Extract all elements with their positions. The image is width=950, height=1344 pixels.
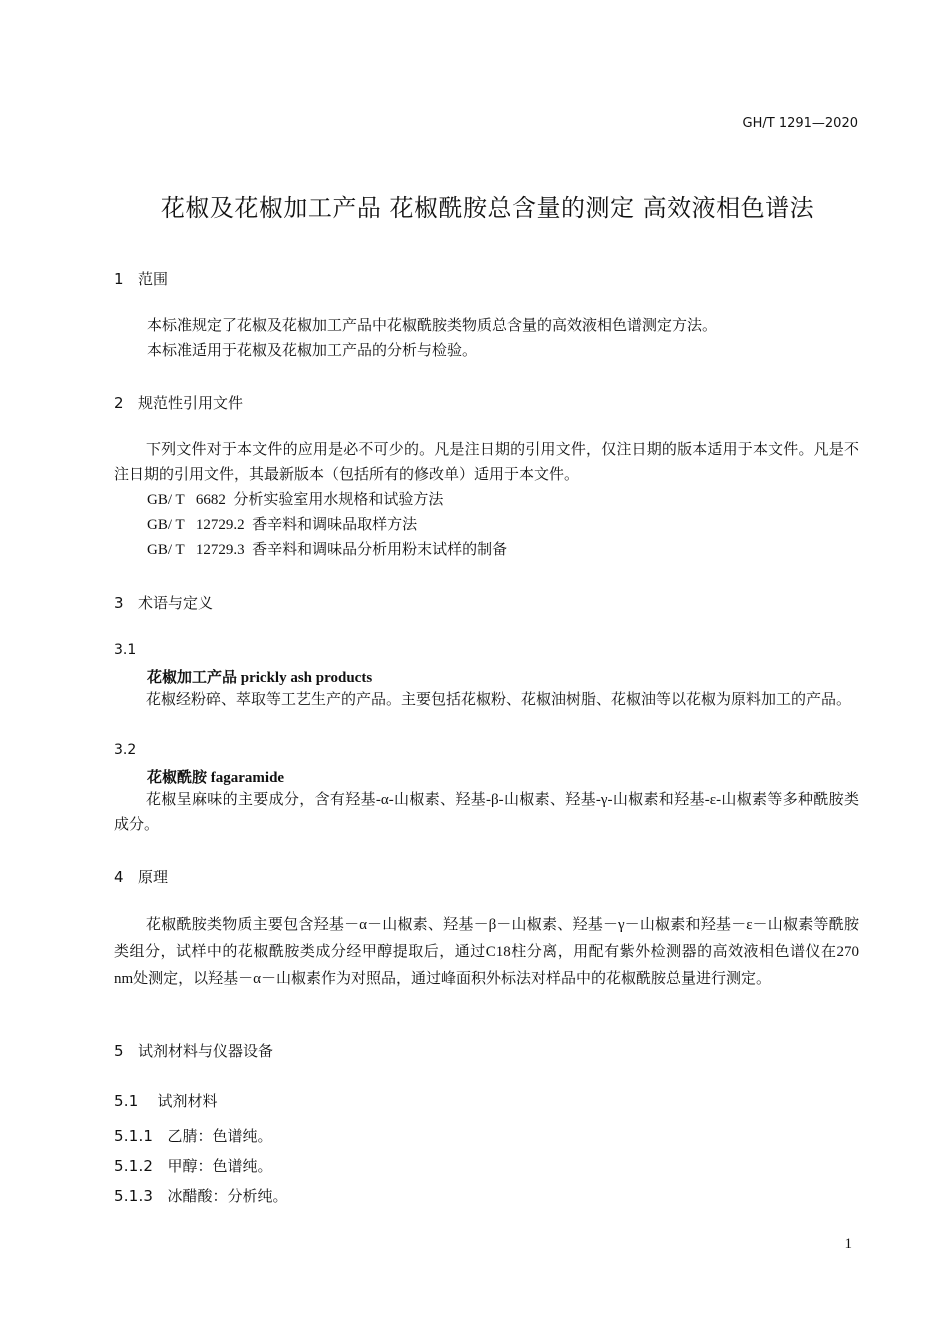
reference-item: GB/ T 12729.2 香辛料和调味品取样方法	[147, 517, 418, 533]
standard-code: GH/T 1291—2020	[742, 116, 858, 131]
section-2-paragraph: 下列文件对于本文件的应用是必不可少的。凡是注日期的引用文件，仅注日期的版本适用于本文件。凡是不注日期的引用文件，其最新版本（包括所有的修改单）适用于本文件。	[114, 442, 859, 483]
section-1-paragraph-1: 本标准规定了花椒及花椒加工产品中花椒酰胺类物质总含量的高效液相色谱测定方法。	[147, 318, 718, 334]
reference-item: GB/ T 6682 分析实验室用水规格和试验方法	[147, 492, 444, 508]
reagent-item: 5.1.3 冰醋酸：分析纯。	[114, 1187, 288, 1205]
term-3-2-definition: 花椒呈麻味的主要成分，含有羟基-α-山椒素、羟基-β-山椒素、羟基-γ-山椒素和羟基-ε-山椒素等多种酰胺类成分。	[114, 792, 859, 833]
term-3-2-number: 3.2	[114, 742, 137, 758]
term-3-1-number: 3.1	[114, 642, 137, 658]
section-3-heading: 3 术语与定义	[114, 594, 214, 612]
reagent-item: 5.1.1 乙腈：色谱纯。	[114, 1127, 273, 1145]
document-title: 花椒及花椒加工产品 花椒酰胺总含量的测定 高效液相色谱法	[160, 194, 815, 222]
subsection-5-1-heading: 5.1 试剂材料	[114, 1092, 218, 1110]
term-3-1-definition: 花椒经粉碎、萃取等工艺生产的产品。主要包括花椒粉、花椒油树脂、花椒油等以花椒为原料加工的产品。	[146, 692, 852, 708]
page-number: 1	[844, 1236, 852, 1252]
section-4-paragraph: 花椒酰胺类物质主要包含羟基－α－山椒素、羟基－β－山椒素、羟基－γ－山椒素和羟基－ε－山椒素等酰胺类组分，试样中的花椒酰胺类成分经甲醇提取后，通过C18柱分离，用配有紫外检测器的高效液相色谱仪在270 nm处测定，以羟基－α－山椒素作为对照品，通过峰面积外标法对样品中的花椒酰胺总量进行测定。	[114, 917, 859, 987]
term-3-1-title: 花椒加工产品 prickly ash products	[147, 670, 373, 686]
reagent-item: 5.1.2 甲醇：色谱纯。	[114, 1157, 273, 1175]
section-5-heading: 5 试剂材料与仪器设备	[114, 1042, 274, 1060]
term-3-2-title: 花椒酰胺 fagaramide	[147, 770, 285, 786]
section-1-paragraph-2: 本标准适用于花椒及花椒加工产品的分析与检验。	[147, 343, 478, 359]
reference-item: GB/ T 12729.3 香辛料和调味品分析用粉末试样的制备	[147, 542, 508, 558]
section-2-heading: 2 规范性引用文件	[114, 394, 244, 412]
section-4-heading: 4 原理	[114, 868, 169, 886]
section-1-heading: 1 范围	[114, 270, 169, 288]
